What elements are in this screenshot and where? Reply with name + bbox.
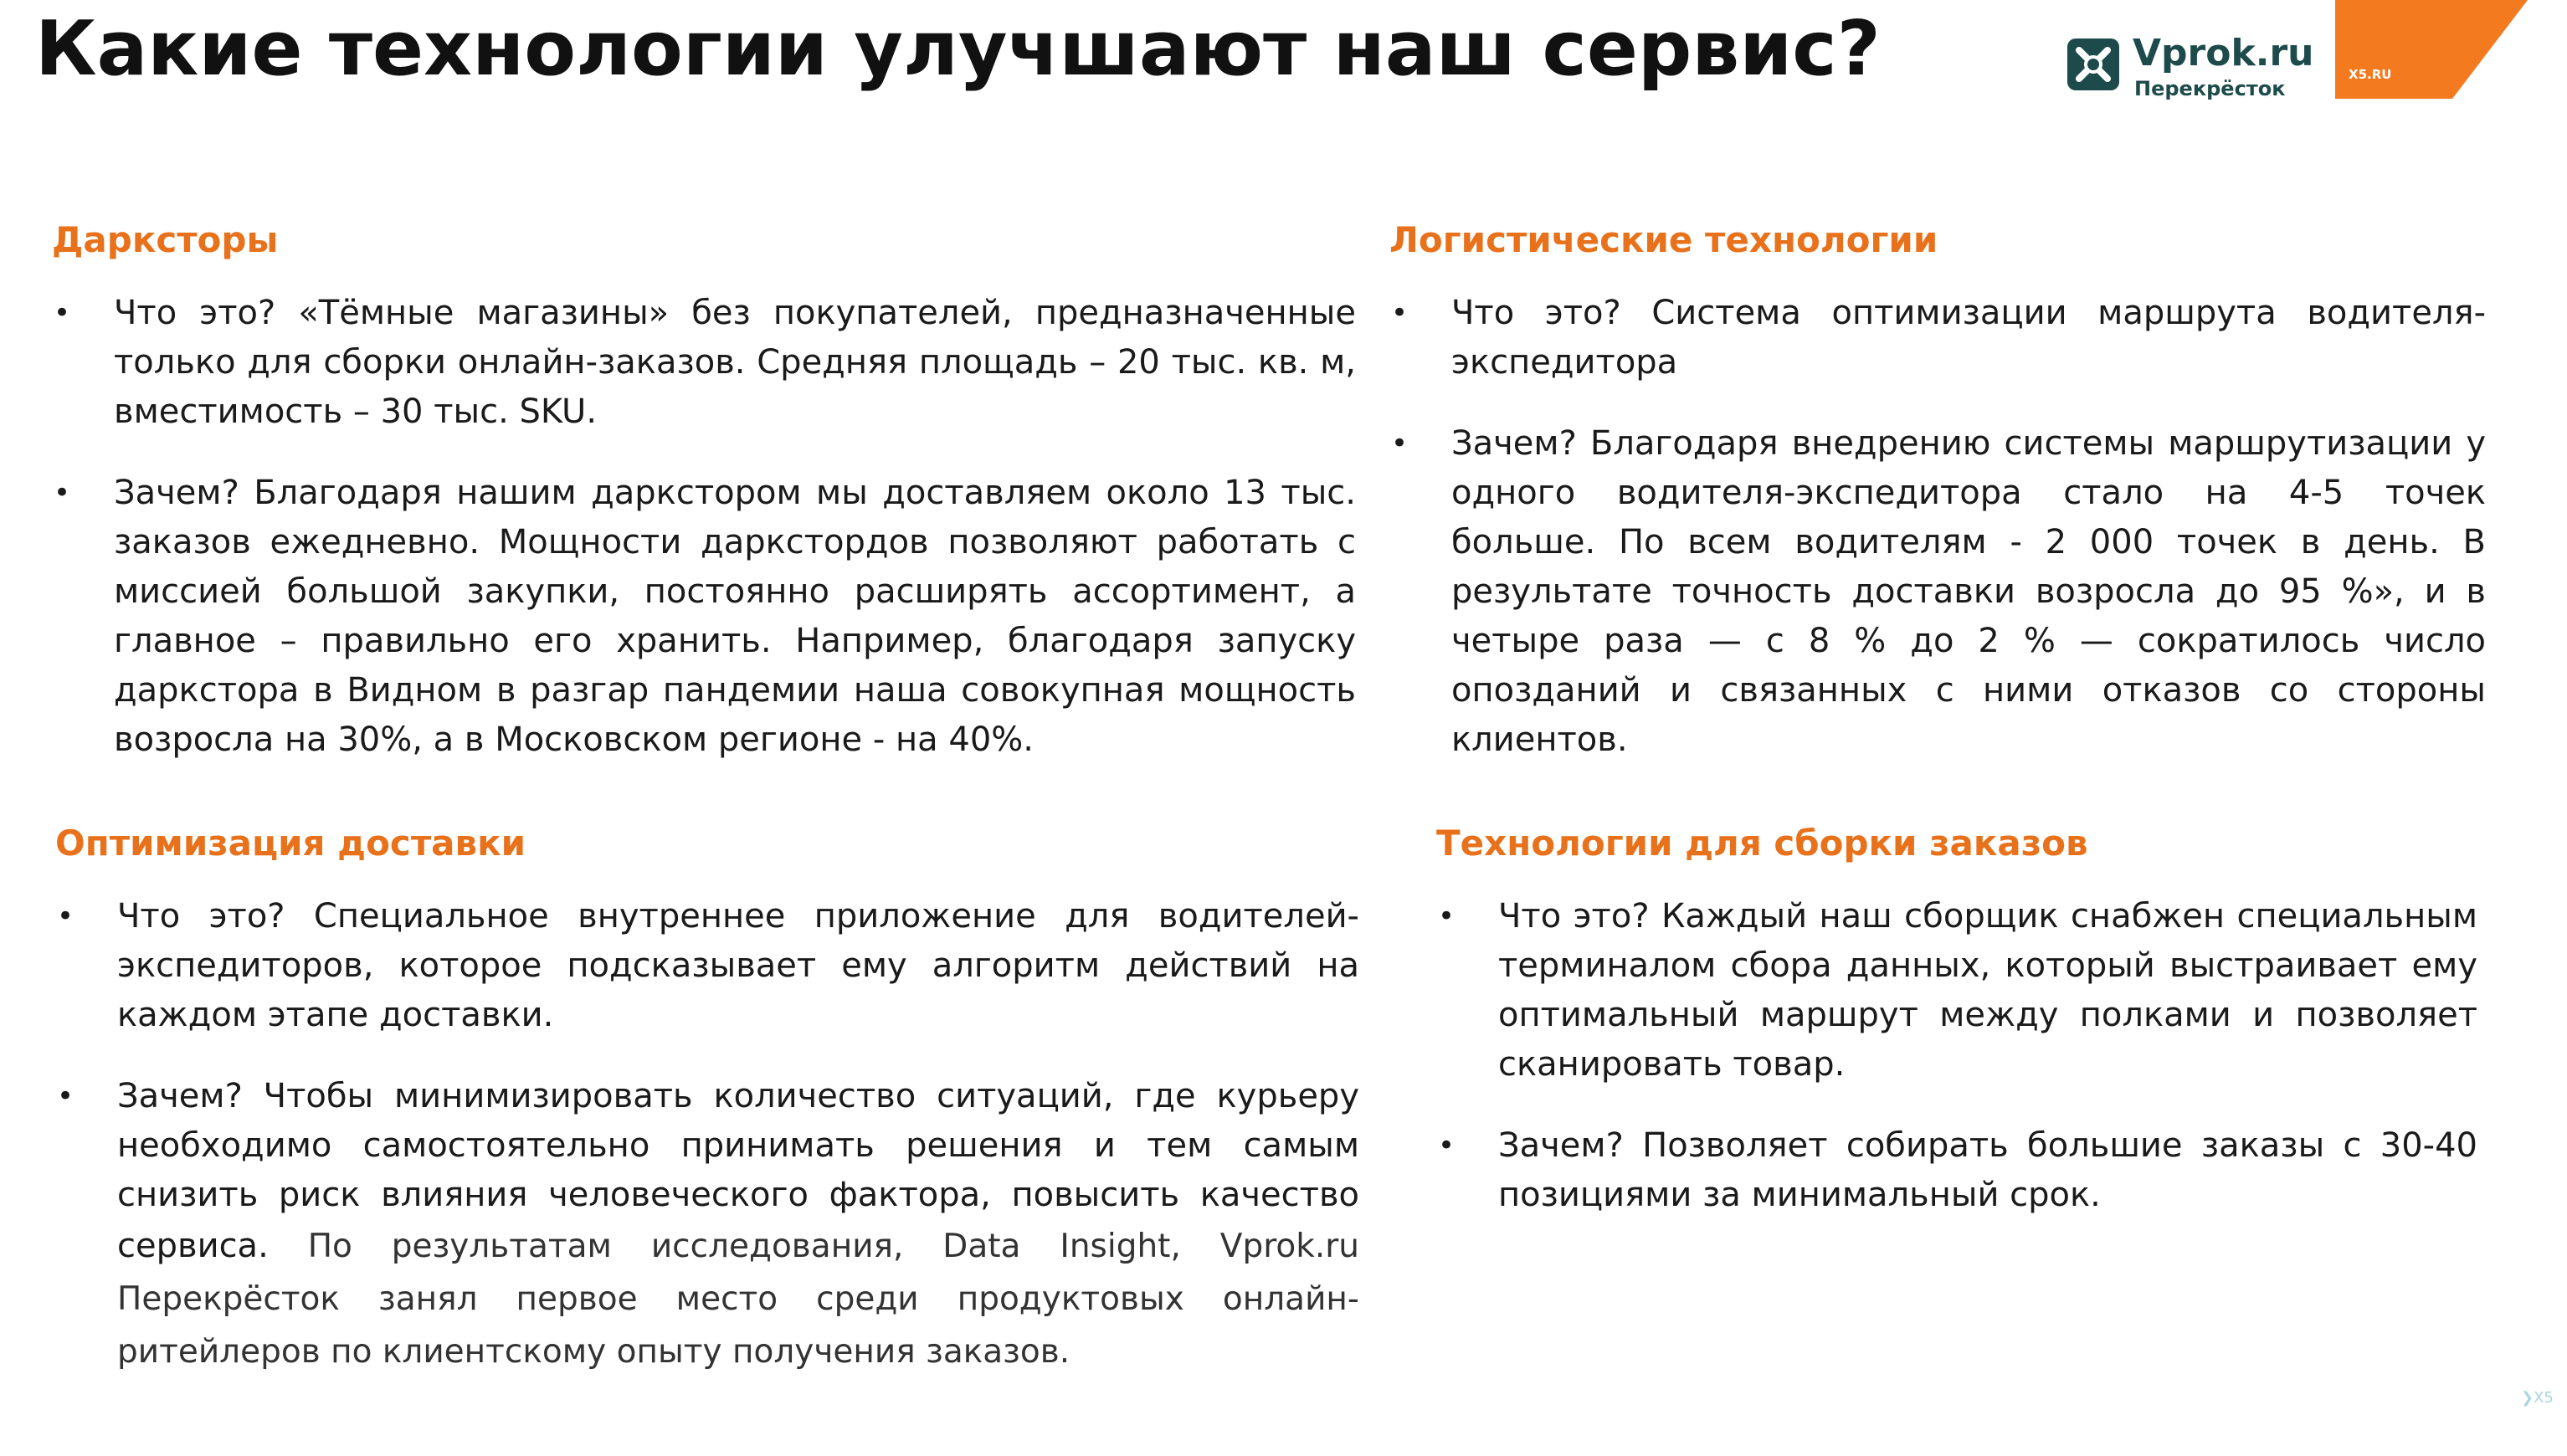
bullet-why: [55, 1072, 1359, 1378]
bullet-list: [1389, 289, 2486, 765]
section-delivery: [55, 823, 1359, 1410]
x5-label: X5.RU: [2349, 67, 2392, 82]
section-picking: [1436, 823, 2477, 1252]
section-title: Логистические технологии: [1389, 219, 1938, 260]
corner-mark-text: X5: [2534, 1389, 2554, 1407]
bullet-why: • Зачем? Позволяет собирать большие заказы с 30-40 позициями за минимальный срок.: [1436, 1121, 2477, 1220]
section-title: Дарксторы: [52, 219, 279, 260]
vprok-logo: [2067, 32, 2314, 109]
bullet-what: • Что это? Каждый наш сборщик снабжен специальным терминалом сбора данных, который выстраивает ему оптимальный маршрут между полками и позволяет сканировать товар.: [1436, 892, 2477, 1089]
vprok-logo-icon: [2067, 38, 2119, 90]
section-title: Технологии для сборки заказов: [1436, 823, 2088, 864]
bullet-what: • Что это? «Тёмные магазины» без покупателей, предназначенные только для сборки онлайн-заказов. Средняя площадь – 20 тыс. кв. м, вместимость – 30 тыс. SKU.: [52, 289, 1356, 437]
bullet-what: • Что это? Система оптимизации маршрута водителя-экспедитора: [1389, 289, 2486, 387]
bullet-why: • Зачем? Благодаря внедрению системы маршрутизации у одного водителя-экспедитора стало на 4-5 точек больше. По всем водителям - 2 000 точек в день. В результате точность доставки возросла до 95 %», и в четыре раза — с 8 % до 2 % — сократилось число опозданий и связанных с ними отказов со стороны клиентов.: [1389, 419, 2486, 765]
x5-corner-icon: ❯X5: [2521, 1389, 2554, 1407]
bullet-list: [52, 289, 1356, 765]
section-darkstores: [52, 219, 1356, 797]
bullet-what: • Что это? Специальное внутреннее приложение для водителей-экспедиторов, которое подсказывает ему алгоритм действий на каждом этапе доставки.: [55, 892, 1359, 1040]
bullet-why-main: Зачем? Чтобы минимизировать количество ситуаций, где курьеру необходимо самостоятельно принимать решения и тем самым снизить риск влияния человеческого фактора, повысить качество сервиса.: [117, 1077, 1359, 1265]
section-title: Оптимизация доставки: [55, 823, 526, 864]
logo-subtitle: Перекрёсток: [2134, 77, 2286, 100]
logo-name: Vprok.ru: [2133, 32, 2314, 74]
bullet-why: • Зачем? Благодаря нашим даркстором мы доставляем около 13 тыс. заказов ежедневно. Мощности даркстордов позволяют работать с миссией большой закупки, постоянно расширять ассортимент, а главное – правильно его хранить. Например, благодаря запуску даркстора в Видном в разгар пандемии наша совокупная мощность возросла на 30%, а в Московском регионе - на 40%.: [52, 469, 1356, 765]
x5-brand-shape: [2335, 0, 2528, 99]
section-logistics: [1389, 219, 2486, 797]
bullet-why-research: По результатам исследования, Data Insight, Vprok.ru Перекрёсток занял первое место среди продуктовых онлайн-ритейлеров по клиентскому опыту получения заказов.: [117, 1228, 1359, 1371]
page-title: Какие технологии улучшают наш сервис?: [35, 5, 1881, 93]
bullet-list: [55, 892, 1359, 1378]
bullet-list: [1436, 892, 2477, 1220]
